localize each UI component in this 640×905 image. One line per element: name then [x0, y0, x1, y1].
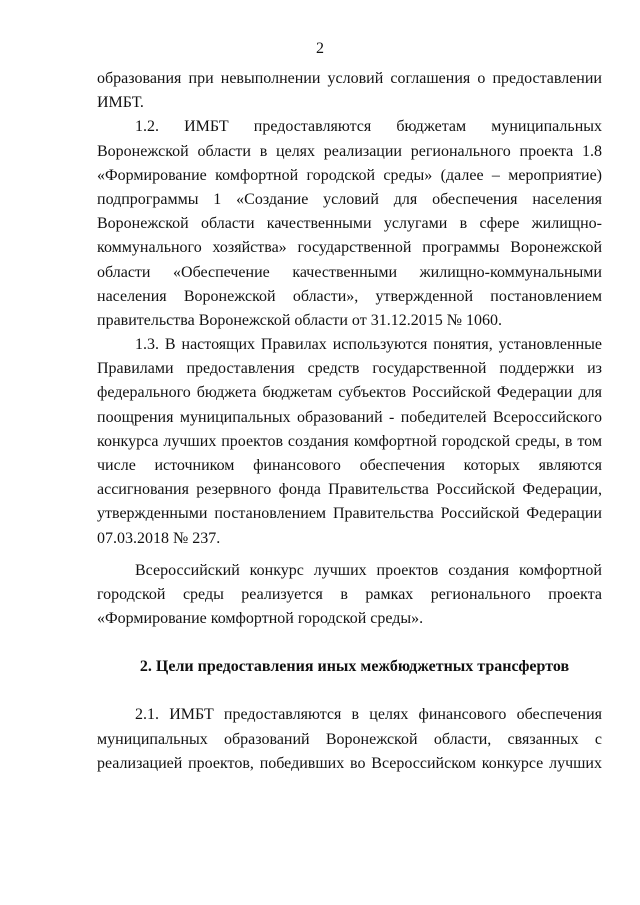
paragraph-1-3-first-line: 1.3. В настоящих Правилах используются понятия, установленные: [135, 336, 602, 354]
paragraph-1-2-first-line: 1.2. ИМБТ предоставляются бюджетам муниципальных: [135, 118, 602, 136]
text-line: образования при невыполнении условий соглашения о предоставлении: [97, 70, 602, 87]
text-line: поощрения муниципальных образований - победителей Всероссийского: [97, 408, 602, 426]
text-line: 07.03.2018 № 237.: [97, 529, 221, 547]
text-line: муниципальных образований Воронежской области, связанных с: [97, 730, 602, 748]
text-line: области «Обеспечение качественными жилищно-коммунальными: [97, 263, 602, 281]
text-line: ассигнования резервного фонда Правительства Российской Федерации,: [97, 481, 602, 499]
text-line: правительства Воронежской области от 31.12.2015 № 1060.: [97, 311, 502, 329]
text-line: федерального бюджета бюджетам субъектов Российской Федерации для: [97, 384, 602, 402]
text-line: подпрограммы 1 «Создание условий для обеспечения населения: [97, 190, 602, 208]
page-number: 2: [316, 40, 324, 57]
text-line: конкурса лучших проектов создания комфортной городской среды, в том: [97, 432, 602, 450]
text-line: «Формирование комфортной городской среды».: [97, 610, 424, 628]
text-line: числе источником финансового обеспечения которых являются: [97, 457, 602, 474]
text-line: Правилами предоставления средств государственной поддержки из: [97, 360, 602, 378]
document-body: [97, 67, 602, 776]
contest-paragraph-first-line: Всероссийский конкурс лучших проектов создания комфортной: [135, 561, 602, 579]
text-line: «Формирование комфортной городской среды» (далее – мероприятие): [97, 166, 602, 184]
text-line: Воронежской области в целях реализации регионального проекта 1.8: [97, 142, 602, 160]
text-line: населения Воронежской области», утвержденной постановлением: [97, 287, 602, 305]
paragraph-2-1-first-line: 2.1. ИМБТ предоставляются в целях финансового обеспечения: [135, 706, 602, 724]
text-line: реализацией проектов, победивших во Всероссийском конкурсе лучших: [97, 754, 602, 772]
text-line: ИМБТ.: [97, 94, 144, 112]
text-line: городской среды реализуется в рамках регионального проекта: [97, 585, 602, 603]
text-line: утвержденными постановлением Правительства Российской Федерации: [97, 505, 602, 523]
text-line: коммунального хозяйства» государственной программы Воронежской: [97, 239, 602, 257]
section-heading: 2. Цели предоставления иных межбюджетных трансфертов: [139, 658, 570, 676]
text-line: Воронежской области качественными услугами в сфере жилищно-: [97, 215, 602, 233]
